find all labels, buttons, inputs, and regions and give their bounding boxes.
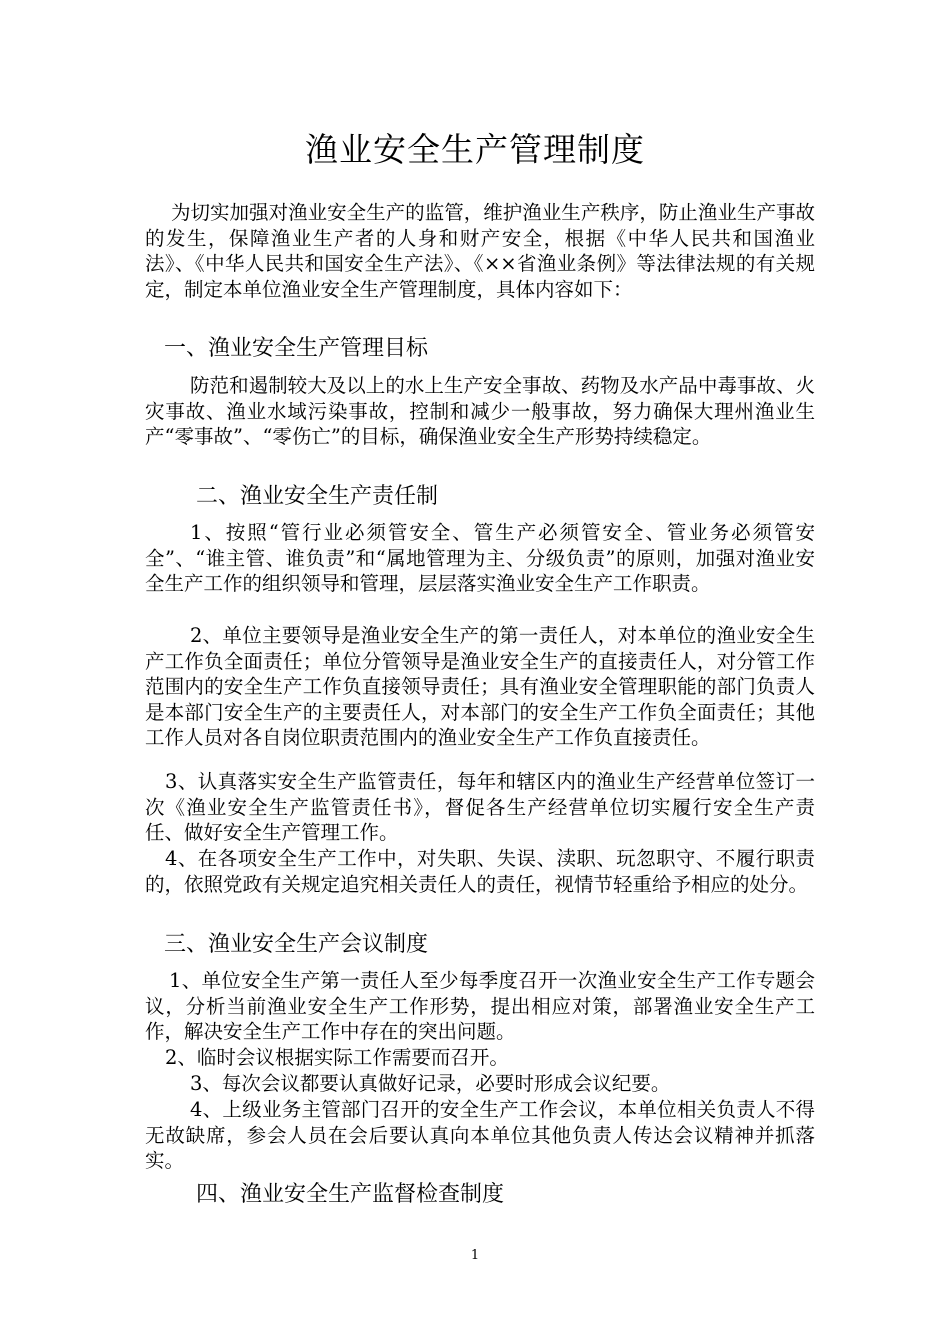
section-3-paragraph-4: 4、上级业务主管部门召开的安全生产工作会议，本单位相关负责人不得无故缺席，参会人员在会后要认真向本单位其他负责人传达会议精神并抓落实。 xyxy=(145,1098,815,1173)
page-number: 1 xyxy=(470,1248,480,1263)
section-2-paragraph-4: 4、在各项安全生产工作中，对失职、失误、渎职、玩忽职守、不履行职责的，依照党政有关规定追究相关责任人的责任，视情节轻重给予相应的处分。 xyxy=(145,847,815,896)
section-3-paragraph-1: 1、单位安全生产第一责任人至少每季度召开一次渔业安全生产工作专题会议，分析当前渔业安全生产工作形势，提出相应对策，部署渔业安全生产工作，解决安全生产工作中存在的突出问题。 xyxy=(145,969,815,1044)
section-1-paragraph-1: 防范和遏制较大及以上的水上生产安全事故、药物及水产品中毒事故、火灾事故、渔业水域污染事故，控制和减少一般事故，努力确保大理州渔业生产“零事故”、“零伤亡”的目标，确保渔业安全生产形势持续稳定。 xyxy=(145,374,815,449)
section-2-paragraph-3: 3、认真落实安全生产监管责任，每年和辖区内的渔业生产经营单位签订一次《渔业安全生产监管责任书》，督促各生产经营单位切实履行安全生产责任、做好安全生产管理工作。 xyxy=(145,770,815,845)
section-heading-1: 一、渔业安全生产管理目标 xyxy=(164,336,429,361)
section-heading-4: 四、渔业安全生产监督检查制度 xyxy=(196,1182,505,1207)
section-heading-3: 三、渔业安全生产会议制度 xyxy=(164,932,429,957)
intro-paragraph: 为切实加强对渔业安全生产的监管，维护渔业生产秩序，防止渔业生产事故的发生，保障渔业生产者的人身和财产安全，根据《中华人民共和国渔业法》、《中华人民共和国安全生产法》、《××省渔业条例》等法律法规的有关规定，制定本单位渔业安全生产管理制度，具体内容如下： xyxy=(145,201,815,301)
document-title: 渔业安全生产管理制度 xyxy=(305,130,645,169)
section-2-paragraph-1: 1、按照“管行业必须管安全、管生产必须管安全、管业务必须管安全”、“谁主管、谁负责”和“属地管理为主、分级负责”的原则，加强对渔业安全生产工作的组织领导和管理，层层落实渔业安全生产工作职责。 xyxy=(145,521,815,596)
section-3-paragraph-3: 3、每次会议都要认真做好记录，必要时形成会议纪要。 xyxy=(190,1072,671,1095)
section-heading-2: 二、渔业安全生产责任制 xyxy=(196,484,439,509)
section-2-paragraph-2: 2、单位主要领导是渔业安全生产的第一责任人，对本单位的渔业安全生产工作负全面责任；单位分管领导是渔业安全生产的直接责任人，对分管工作范围内的安全生产工作负直接领导责任；具有渔业安全管理职能的部门负责人是本部门安全生产的主要责任人，对本部门的安全生产工作负全面责任；其他工作人员对各自岗位职责范围内的渔业安全生产工作负直接责任。 xyxy=(145,624,815,750)
section-3-paragraph-2: 2、临时会议根据实际工作需要而召开。 xyxy=(165,1046,509,1069)
